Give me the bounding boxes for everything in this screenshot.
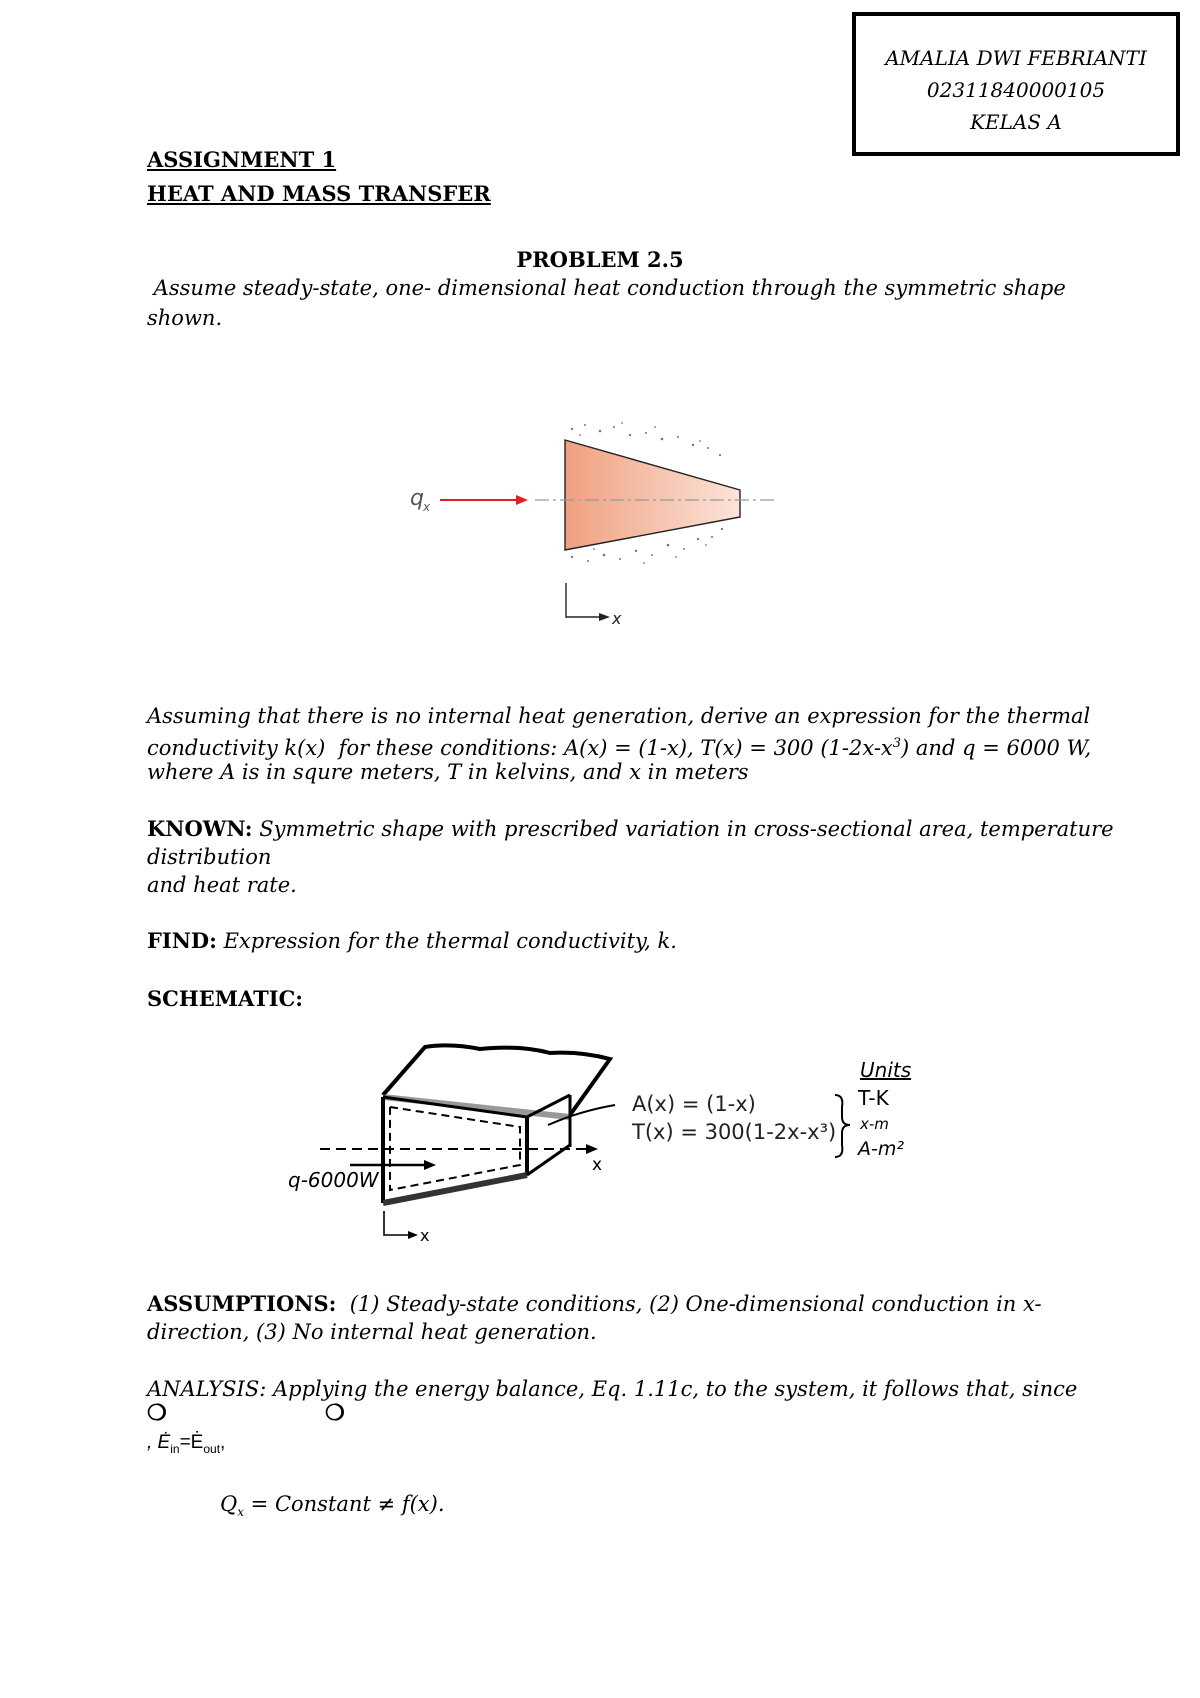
assumptions-text-1: (1) Steady-state conditions, (2) One-dimensional conduction in x- — [336, 1292, 1042, 1316]
schematic-x-label: x — [592, 1155, 603, 1175]
author-name: AMALIA DWI FEBRIANTI — [885, 46, 1147, 70]
schematic-label: SCHEMATIC: — [147, 986, 304, 1011]
tapered-shape-figure — [400, 415, 800, 635]
assumptions-line-1 — [147, 1290, 1042, 1318]
unit-area: A-m² — [858, 1138, 904, 1160]
problem-statement-2: shown. — [147, 306, 223, 330]
temp-equation: T(x) = 300(1-2x-x³) — [632, 1120, 837, 1144]
find-label: FIND: — [147, 928, 217, 953]
energy-balance — [147, 1432, 225, 1456]
derive-line-3: where A is in squre meters, T in kelvins, and x in meters — [147, 760, 749, 784]
known-text: Symmetric shape with prescribed variation in cross-sectional area, temperature — [252, 817, 1114, 841]
symbol-2: ❍ — [325, 1400, 345, 1426]
eq-sign: =Ė — [179, 1432, 204, 1453]
assignment-heading: ASSIGNMENT 1 — [147, 147, 337, 172]
brace — [835, 1095, 850, 1157]
q-label: q — [410, 486, 424, 511]
known-label: KNOWN: — [147, 816, 253, 841]
schematic-figure — [280, 1035, 930, 1250]
schematic-origin-x: x — [420, 1226, 430, 1245]
x-axis-icon — [566, 583, 605, 617]
class-label: KELAS A — [970, 110, 1062, 134]
q-subscript: x — [423, 500, 431, 514]
student-id: 02311840000105 — [926, 78, 1106, 102]
eq-comma: , — [220, 1432, 226, 1453]
assumptions-label: ASSUMPTIONS: — [147, 1291, 337, 1316]
derive-line-1: Assuming that there is no internal heat generation, derive an expression for the thermal — [147, 704, 1091, 728]
area-equation: A(x) = (1-x) — [632, 1092, 756, 1116]
derive-line-2b: ) and q = 6000 W, — [901, 736, 1092, 760]
x-axis-label: x — [612, 609, 622, 628]
assumptions-line-2: direction, (3) No internal heat generation. — [147, 1320, 597, 1344]
eout-sub: out — [203, 1441, 221, 1456]
problem-title: PROBLEM 2.5 — [516, 247, 684, 272]
block-top-edge — [383, 1045, 610, 1115]
known-line-3: and heat rate. — [147, 873, 297, 897]
problem-statement-1: Assume steady-state, one- dimensional heat conduction through the symmetric shape — [147, 276, 1066, 300]
derive-sup: 3 — [892, 736, 902, 751]
analysis-line: ANALYSIS: Applying the energy balance, Eq. 1.11c, to the system, it follows that, since — [147, 1377, 1078, 1401]
qx-symbol: Q — [220, 1492, 238, 1516]
find-line — [147, 927, 677, 955]
tapered-solid — [565, 440, 740, 550]
known-line-2: distribution — [147, 845, 272, 869]
qx-sub: x — [237, 1505, 244, 1520]
units-title: Units — [860, 1058, 912, 1082]
derive-line-2a: conductivity k(x) for these conditions: A(x) = (1-x), T(x) = 300 (1-2x-x — [147, 736, 893, 760]
schematic-q-label: q-6000W — [288, 1168, 379, 1192]
ein-sub: in — [170, 1441, 180, 1456]
known-line-1 — [147, 815, 1114, 843]
schematic-origin-axis — [384, 1211, 412, 1235]
course-heading: HEAT AND MASS TRANSFER — [147, 181, 491, 206]
unit-temperature: T-K — [858, 1086, 889, 1110]
author-box — [852, 12, 1180, 156]
qx-equation — [220, 1490, 445, 1526]
qx-rest: = Constant ≠ f(x). — [244, 1492, 445, 1516]
find-text: Expression for the thermal conductivity, k. — [216, 929, 677, 953]
symbol-1: ❍ — [147, 1400, 167, 1426]
unit-length: x-m — [860, 1115, 889, 1133]
ein-prefix: , Ė — [147, 1432, 171, 1453]
